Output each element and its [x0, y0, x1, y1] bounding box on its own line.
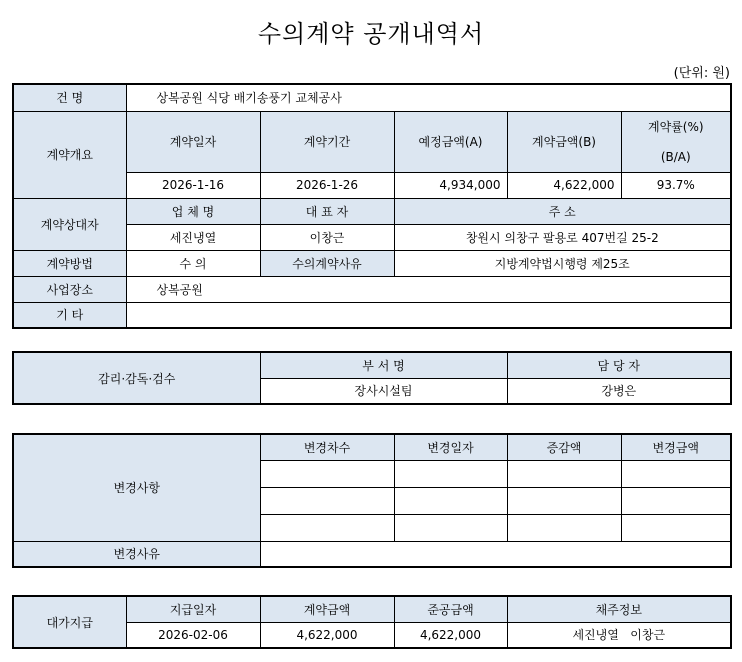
document-title: 수의계약 공개내역서 — [257, 20, 485, 48]
contract-date: 2026-1-16 — [126, 172, 260, 198]
supervision-table — [12, 351, 732, 405]
person-name: 강병은 — [507, 378, 731, 404]
changes-label: 변경사항 — [13, 434, 260, 541]
dept-header: 부 서 명 — [260, 352, 507, 378]
contract-amount-header: 계약금액(B) — [507, 111, 621, 172]
change-date — [394, 514, 507, 541]
completion-amount: 4,622,000 — [394, 622, 507, 648]
change-round-header: 변경차수 — [260, 434, 394, 460]
change-round — [260, 487, 394, 514]
reason: 지방계약법시행령 제25조 — [394, 250, 731, 276]
site-label: 사업장소 — [13, 276, 126, 302]
change-amount — [621, 460, 731, 487]
change-amount — [621, 487, 731, 514]
contract-name-label: 건 명 — [13, 84, 126, 111]
completion-amount-header: 준공금액 — [394, 596, 507, 622]
contract-rate: 93.7% — [621, 172, 731, 198]
payment-date: 2026-02-06 — [126, 622, 260, 648]
payment-table — [12, 595, 732, 649]
contract-amount: 4,622,000 — [507, 172, 621, 198]
payment-amount-header: 계약금액 — [260, 596, 394, 622]
reason-label: 수의계약사유 — [260, 250, 394, 276]
contract-rate-header-sub: (B/A) — [660, 149, 691, 164]
change-round — [260, 460, 394, 487]
change-round — [260, 514, 394, 541]
change-reason-label: 변경사유 — [13, 541, 260, 567]
ceo-name: 이창근 — [260, 224, 394, 250]
overview-label: 계약개요 — [13, 111, 126, 198]
method: 수 의 — [126, 250, 260, 276]
estimated-amount: 4,934,000 — [394, 172, 507, 198]
payment-label: 대가지급 — [13, 596, 126, 648]
address: 창원시 의창구 팔용로 407번길 25-2 — [394, 224, 731, 250]
company-name: 세진냉열 — [126, 224, 260, 250]
change-delta — [507, 487, 621, 514]
person-header: 담 당 자 — [507, 352, 731, 378]
address-header: 주 소 — [394, 198, 731, 224]
supervision-label: 감리·감독·검수 — [13, 352, 260, 404]
change-delta — [507, 460, 621, 487]
method-label: 계약방법 — [13, 250, 126, 276]
unit-label: (단위: 원) — [673, 66, 730, 81]
contract-period-header: 계약기간 — [260, 111, 394, 172]
change-delta — [507, 514, 621, 541]
contract-period: 2026-1-26 — [260, 172, 394, 198]
contract-date-header: 계약일자 — [126, 111, 260, 172]
change-delta-header: 증감액 — [507, 434, 621, 460]
etc-label: 기 타 — [13, 302, 126, 328]
change-reason — [260, 541, 731, 567]
etc — [126, 302, 731, 328]
contract-name: 상복공원 식당 배기송풍기 교체공사 — [126, 84, 731, 111]
company-header: 업 체 명 — [126, 198, 260, 224]
estimated-amount-header: 예정금액(A) — [394, 111, 507, 172]
creditor-header: 채주정보 — [507, 596, 731, 622]
changes-table — [12, 433, 732, 568]
payment-date-header: 지급일자 — [126, 596, 260, 622]
party-label: 계약상대자 — [13, 198, 126, 250]
change-date — [394, 487, 507, 514]
ceo-header: 대 표 자 — [260, 198, 394, 224]
contract-rate-header — [621, 111, 731, 172]
site: 상복공원 — [126, 276, 731, 302]
payment-amount: 4,622,000 — [260, 622, 394, 648]
change-date-header: 변경일자 — [394, 434, 507, 460]
change-date — [394, 460, 507, 487]
creditor-info: 세진냉열 이창근 — [507, 622, 731, 648]
dept-name: 장사시설팀 — [260, 378, 507, 404]
contract-rate-header-main: 계약률(%) — [648, 119, 704, 134]
contract-info-table — [12, 83, 732, 329]
change-amount-header: 변경금액 — [621, 434, 731, 460]
change-amount — [621, 514, 731, 541]
